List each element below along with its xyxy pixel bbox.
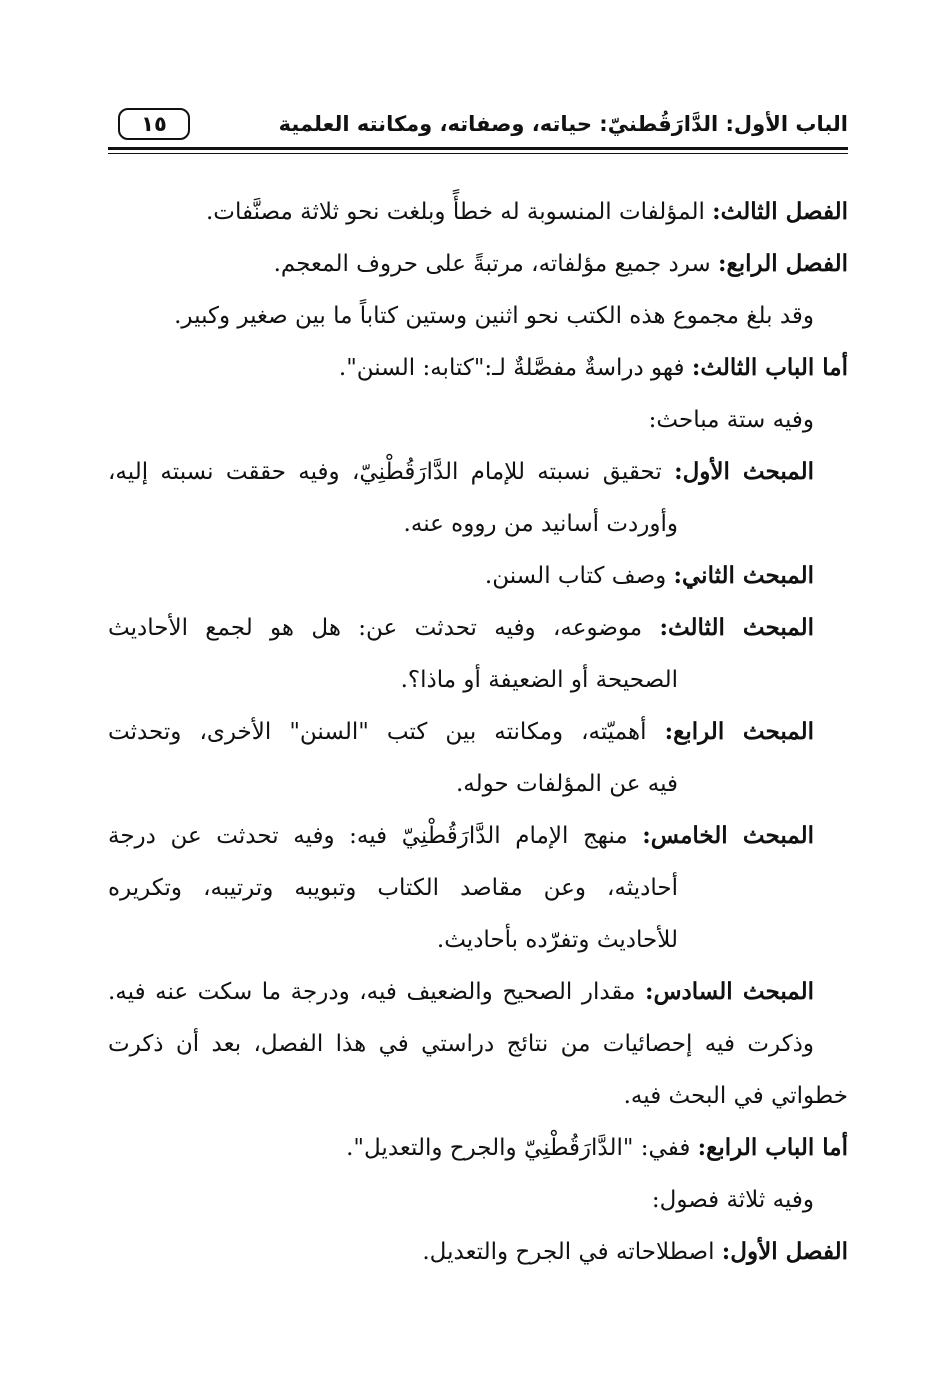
line-text: وذكرت فيه إحصائيات من نتائج دراستي في هذا الفصل، بعد أن ذكرت (108, 1031, 814, 1057)
text-line (108, 342, 848, 394)
line-label: المبحث الثاني: (673, 562, 814, 589)
line-text: وفيه ثلاثة فصول: (651, 1187, 814, 1213)
line-text: فيه عن المؤلفات حوله. (455, 771, 678, 797)
text-line (108, 290, 848, 342)
line-text: وفيه ستة مباحث: (648, 407, 814, 433)
text-line (108, 446, 848, 498)
line-text: فهو دراسةٌ مفصَّلةٌ لـ:"كتابه: السنن". (338, 355, 692, 381)
text-line (108, 1226, 848, 1278)
text-line (108, 706, 848, 758)
line-text: موضوعه، وفيه تحدثت عن: هل هو لجمع الأحاديث (108, 615, 660, 641)
text-line (108, 654, 848, 706)
line-label: المبحث الرابع: (664, 718, 814, 745)
line-text: تحقيق نسبته للإمام الدَّارَقُطْنِيّ، وفيه حققت نسبته إليه، (108, 459, 675, 485)
text-line (108, 1018, 848, 1070)
line-text: وصف كتاب السنن. (484, 563, 674, 589)
line-text: سرد جميع مؤلفاته، مرتبةً على حروف المعجم. (273, 251, 718, 277)
header-rule-thick (108, 147, 848, 150)
line-label: المبحث الثالث: (659, 614, 814, 641)
text-line (108, 1122, 848, 1174)
text-line (108, 602, 848, 654)
text-line (108, 498, 848, 550)
text-line (108, 238, 848, 290)
text-line (108, 1070, 848, 1122)
line-text: أحاديثه، وعن مقاصد الكتاب وتبويبه وترتيبه، وتكريره (108, 875, 678, 901)
text-line (108, 862, 848, 914)
line-text: أهميّته، ومكانته بين كتب "السنن" الأخرى، وتحدثت (108, 719, 665, 745)
line-text: الصحيحة أو الضعيفة أو ماذا؟. (400, 667, 678, 693)
line-label: المبحث السادس: (644, 978, 815, 1005)
line-text: منهج الإمام الدَّارَقُطْنِيّ فيه: وفيه تحدثت عن درجة (108, 823, 643, 849)
text-line (108, 914, 848, 966)
line-text: ففي: "الدَّارَقُطْنِيّ والجرح والتعديل". (346, 1135, 698, 1161)
text-line (108, 1174, 848, 1226)
body-text (108, 186, 848, 1278)
line-label: أما الباب الرابع: (697, 1134, 848, 1161)
line-text: وأوردت أسانيد من رووه عنه. (403, 511, 678, 537)
line-label: المبحث الخامس: (642, 822, 814, 849)
line-text: خطواتي في البحث فيه. (623, 1083, 848, 1109)
line-text: مقدار الصحيح والضعيف فيه، ودرجة ما سكت عنه فيه. (108, 979, 645, 1005)
line-label: المبحث الأول: (674, 458, 814, 485)
line-text: اصطلاحاته في الجرح والتعديل. (422, 1239, 722, 1265)
running-header (108, 108, 848, 148)
text-line (108, 810, 848, 862)
line-label: الفصل الأول: (721, 1238, 848, 1265)
header-title: الباب الأول: الدَّارَقُطنيّ: حياته، وصفاته، ومكانته العلمية (278, 112, 848, 136)
text-line (108, 550, 848, 602)
line-text: للأحاديث وتفرّده بأحاديث. (436, 927, 678, 953)
page-number-badge: ١٥ (118, 108, 190, 140)
text-line (108, 966, 848, 1018)
line-text: المؤلفات المنسوبة له خطأً وبلغت نحو ثلاثة مصنَّفات. (205, 199, 713, 225)
text-line (108, 758, 848, 810)
text-line (108, 186, 848, 238)
text-line (108, 394, 848, 446)
line-label: أما الباب الثالث: (691, 354, 848, 381)
line-label: الفصل الرابع: (717, 250, 848, 277)
line-label: الفصل الثالث: (712, 198, 848, 225)
line-text: وقد بلغ مجموع هذه الكتب نحو اثنين وستين كتاباً ما بين صغير وكبير. (174, 303, 814, 329)
header-rule-thin (108, 153, 848, 154)
